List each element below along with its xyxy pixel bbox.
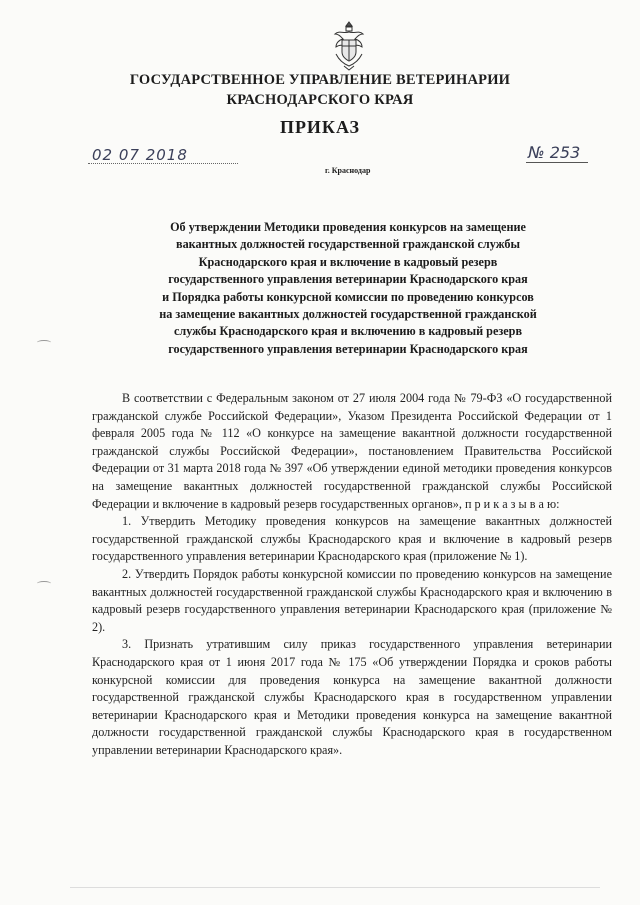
title-line: государственного управления ветеринарии Краснодарского края [168, 341, 528, 356]
order-item-3: 3. Признать утратившим силу приказ государственного управления ветеринарии Краснодарского края от 1 июня 2017 года № 175 «Об утверждении Порядка и сроков работы конкурсной комиссии для проведения конкурса на замещение вакантной должности государственной гражданской службы Краснодарского края в государственном управлении ветеринарии Краснодарского края и Методики проведения конкурса на замещение вакантной должности государственной гражданской службы Краснодарского края в государственном управлении ветеринарии Краснодарского края». [92, 637, 612, 757]
order-title [110, 219, 586, 358]
number-underline [526, 162, 588, 163]
organization-name-line1: ГОСУДАРСТВЕННОЕ УПРАВЛЕНИЕ ВЕТЕРИНАРИИ [129, 72, 511, 88]
title-line: и Порядка работы конкурсной комиссии по проведению конкурсов [162, 289, 534, 304]
title-line: вакантных должностей государственной гражданской службы [175, 237, 520, 252]
title-line: Об утверждении Методики проведения конкурсов на замещение [170, 220, 526, 234]
order-item-1: 1. Утвердить Методику проведения конкурсов на замещение вакантных должностей государственной гражданской службы Краснодарского края и включение в кадровый резерв государственного управления ветеринарии Краснодарского края (приложение № 1). [92, 514, 612, 564]
organization-name-line2: КРАСНОДАРСКОГО КРАЯ [226, 92, 414, 108]
order-item-2: 2. Утвердить Порядок работы конкурсной комиссии по проведению конкурсов на замещение вакантных должностей государственной гражданской службы Краснодарского края и включению в кадровый резерв государственного управления ветеринарии Краснодарского края (приложение № 2). [92, 566, 612, 634]
title-line: государственного управления ветеринарии Краснодарского края [168, 272, 528, 287]
document-type: ПРИКАЗ [279, 117, 361, 137]
hole-punch-mark [37, 340, 51, 345]
city-label: г. Краснодар [325, 166, 371, 175]
coat-of-arms-icon [326, 18, 372, 72]
title-line: Краснодарского края и включение в кадровый резерв [198, 254, 498, 269]
title-line: службы Краснодарского края и включению в кадровый резерв [173, 324, 523, 339]
order-body [92, 390, 612, 759]
handwritten-date: 02 07 2018 [92, 146, 188, 164]
preamble-paragraph: В соответствии с Федеральным законом от 27 июля 2004 года № 79-ФЗ «О государственной гражданской службе Российской Федерации», Указом Президента Российской Федерации от 1 февраля 2005 года № 112 «О конкурсе на замещение вакантной должности государственной гражданской службы Российской Федерации», постановлением Правительства Российской Федерации от 31 марта 2018 года № 397 «Об утверждении единой методики проведения конкурсов на замещение вакантных должностей государственной гражданской службы Российской Федерации и включение в кадровый резерв государственных органов», п р и к а з ы в а ю: [92, 391, 612, 511]
title-line: на замещение вакантных должностей государственной гражданской [159, 307, 537, 322]
handwritten-order-number: № 253 [528, 143, 581, 162]
hole-punch-mark [37, 581, 51, 586]
scan-edge-line [70, 887, 600, 888]
date-underline [88, 163, 238, 164]
